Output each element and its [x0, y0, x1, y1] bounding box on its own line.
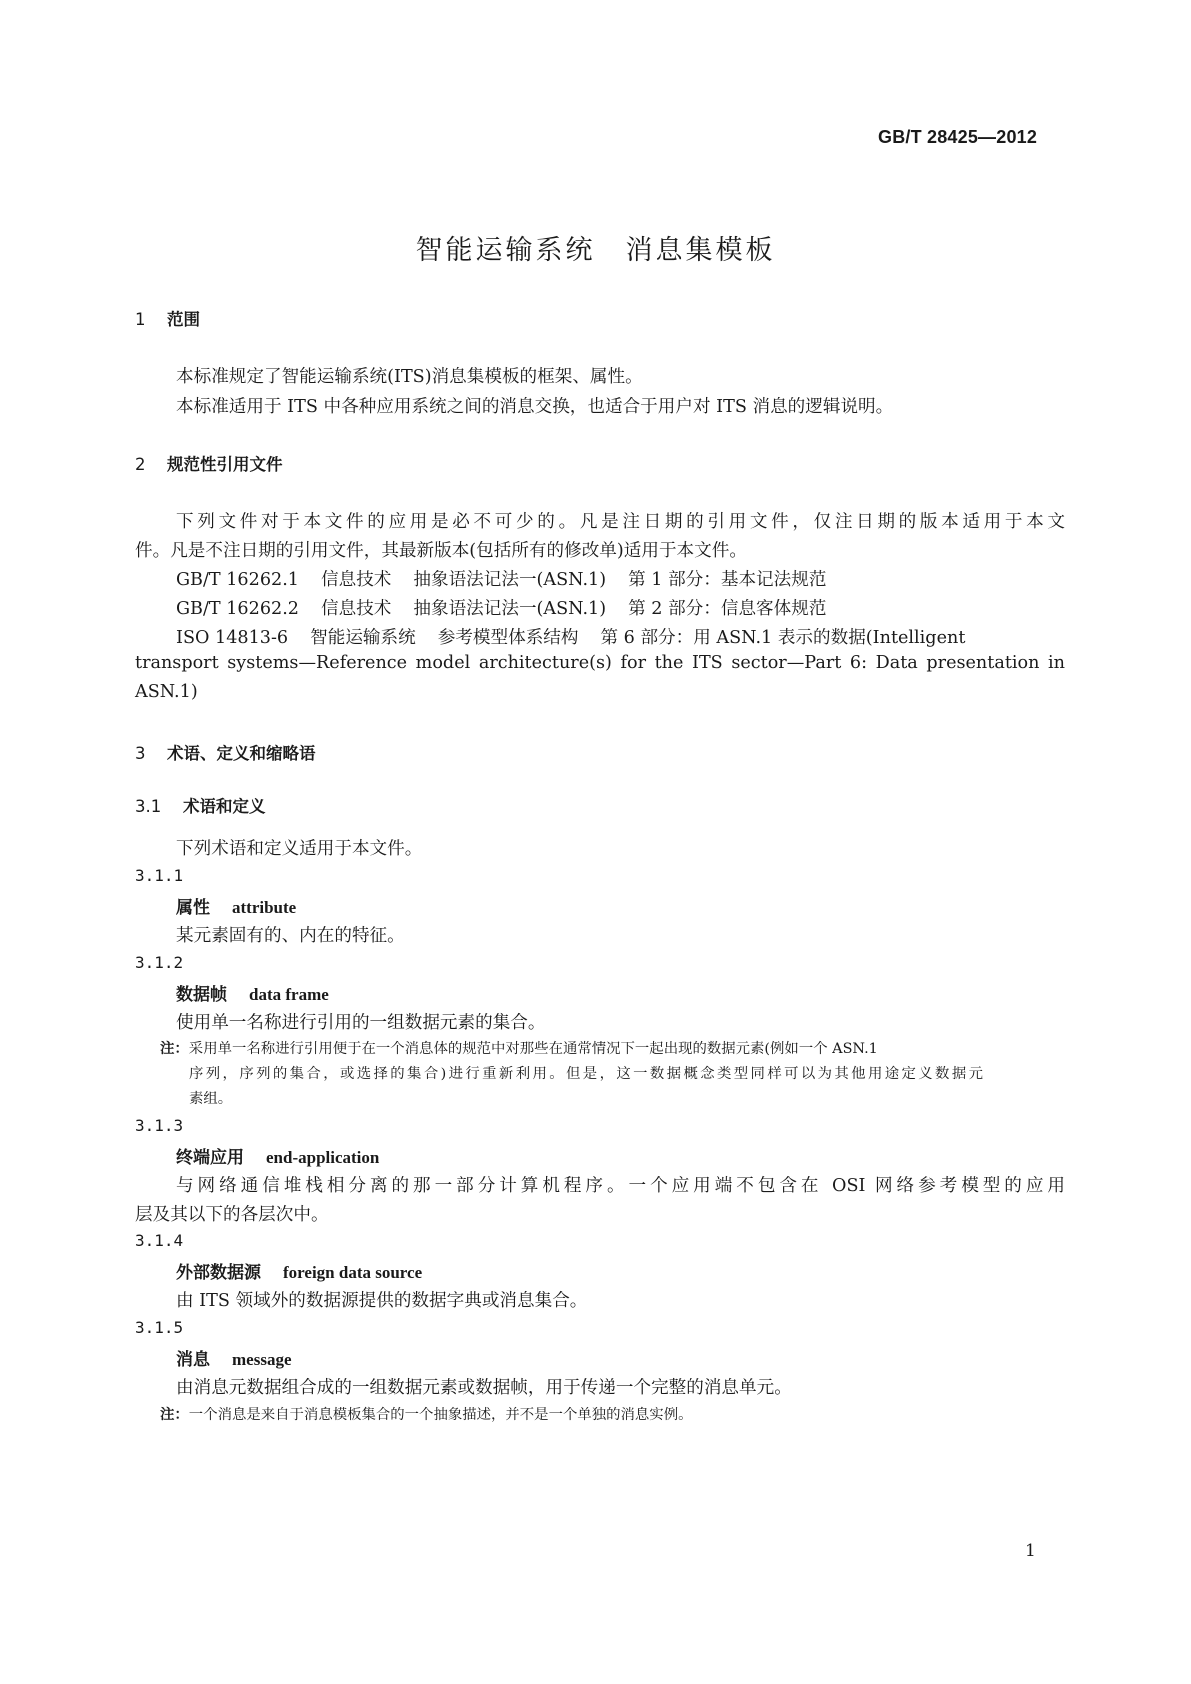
section-3-heading	[135, 740, 316, 764]
term-heading	[176, 1345, 291, 1370]
note-label: 注：	[160, 1407, 189, 1423]
term-chinese: 消息	[176, 1350, 210, 1370]
section-title: 范围	[167, 310, 200, 329]
term-definition: 层及其以下的各层次中。	[135, 1205, 329, 1225]
reference-continuation: transport systems—Reference model architecture(s) for the ITS sector—Part 6: Data presentation in	[135, 653, 1065, 673]
term-number: 3.1.2	[135, 953, 184, 972]
note-text: 采用单一名称进行引用便于在一个消息体的规范中对那些在通常情况下一起出现的数据元素(例如一个 ASN.1	[188, 1041, 878, 1057]
term-chinese: 属性	[176, 898, 210, 918]
document-title: 智能运输系统 消息集模板	[415, 235, 776, 266]
section-number: 1	[135, 310, 146, 329]
term-note	[160, 1403, 692, 1424]
section-1-heading	[135, 306, 200, 330]
reference-title-part: 抽象语法记法一(ASN.1)	[413, 570, 607, 590]
term-number: 3.1.1	[135, 866, 184, 885]
reference-title-part: 信息技术	[321, 599, 392, 619]
term-english: attribute	[232, 898, 297, 917]
paragraph: 下列术语和定义适用于本文件。	[176, 839, 423, 859]
term-chinese: 外部数据源	[176, 1263, 261, 1283]
section-title: 术语、定义和缩略语	[167, 744, 316, 763]
reference-continuation: ASN.1)	[135, 682, 198, 702]
reference-title-part: 参考模型体系结构	[437, 628, 579, 648]
paragraph: 本标准适用于 ITS 中各种应用系统之间的消息交换，也适合于用户对 ITS 消息的逻辑说明。	[176, 397, 894, 417]
section-number: 2	[135, 455, 146, 474]
term-number: 3.1.3	[135, 1116, 184, 1135]
reference-title-part: 第 6 部分：用 ASN.1 表示的数据(Intelligent	[600, 628, 966, 648]
term-chinese: 数据帧	[176, 985, 227, 1005]
term-english: message	[232, 1350, 292, 1369]
reference-title-part: 第 1 部分：基本记法规范	[628, 570, 827, 590]
note-text: 素组。	[189, 1091, 233, 1107]
term-number: 3.1.4	[135, 1231, 184, 1250]
reference-title-part: 第 2 部分：信息客体规范	[628, 599, 827, 619]
paragraph: 本标准规定了智能运输系统(ITS)消息集模板的框架、属性。	[176, 367, 643, 387]
note-label: 注：	[160, 1041, 189, 1057]
note-text: 序列，序列的集合，或选择的集合)进行重新利用。但是，这一数据概念类型同样可以为其他用途定义数据元	[189, 1066, 983, 1082]
term-heading	[176, 1258, 422, 1283]
section-title: 规范性引用文件	[167, 455, 283, 474]
reference-item	[176, 566, 826, 591]
reference-code: ISO 14813-6	[176, 628, 289, 648]
term-heading	[176, 980, 329, 1005]
subsection-number: 3.1	[135, 797, 162, 816]
term-heading	[176, 893, 296, 918]
reference-item	[176, 595, 826, 620]
standard-number: GB/T 28425—2012	[878, 127, 1038, 147]
section-2-heading	[135, 451, 283, 475]
reference-title-part: 智能运输系统	[310, 628, 416, 648]
term-english: end-application	[266, 1148, 380, 1167]
term-note	[160, 1037, 878, 1058]
section-number: 3	[135, 744, 146, 763]
term-definition: 由 ITS 领域外的数据源提供的数据字典或消息集合。	[176, 1291, 588, 1311]
term-heading	[176, 1143, 379, 1168]
paragraph: 件。凡是不注日期的引用文件，其最新版本(包括所有的修改单)适用于本文件。	[135, 541, 747, 561]
term-number: 3.1.5	[135, 1318, 184, 1337]
reference-title-part: 信息技术	[321, 570, 392, 590]
term-english: foreign data source	[283, 1263, 423, 1282]
term-chinese: 终端应用	[176, 1148, 244, 1168]
term-definition: 与网络通信堆栈相分离的那一部分计算机程序。一个应用端不包含在 OSI 网络参考模型的应用	[176, 1176, 1065, 1196]
page-number: 1	[1025, 1541, 1036, 1561]
term-definition: 由消息元数据组合成的一组数据元素或数据帧，用于传递一个完整的消息单元。	[176, 1378, 792, 1398]
subsection-title: 术语和定义	[183, 797, 266, 816]
subsection-3-1-heading	[135, 793, 266, 817]
reference-code: GB/T 16262.2	[176, 599, 299, 619]
reference-item	[176, 624, 965, 649]
note-text: 一个消息是来自于消息模板集合的一个抽象描述，并不是一个单独的消息实例。	[188, 1407, 693, 1423]
term-definition: 某元素固有的、内在的特征。	[176, 926, 405, 946]
paragraph: 下列文件对于本文件的应用是必不可少的。凡是注日期的引用文件，仅注日期的版本适用于本文	[176, 512, 1065, 532]
term-definition: 使用单一名称进行引用的一组数据元素的集合。	[176, 1013, 546, 1033]
reference-code: GB/T 16262.1	[176, 570, 299, 590]
reference-title-part: 抽象语法记法一(ASN.1)	[413, 599, 607, 619]
term-english: data frame	[249, 985, 329, 1004]
